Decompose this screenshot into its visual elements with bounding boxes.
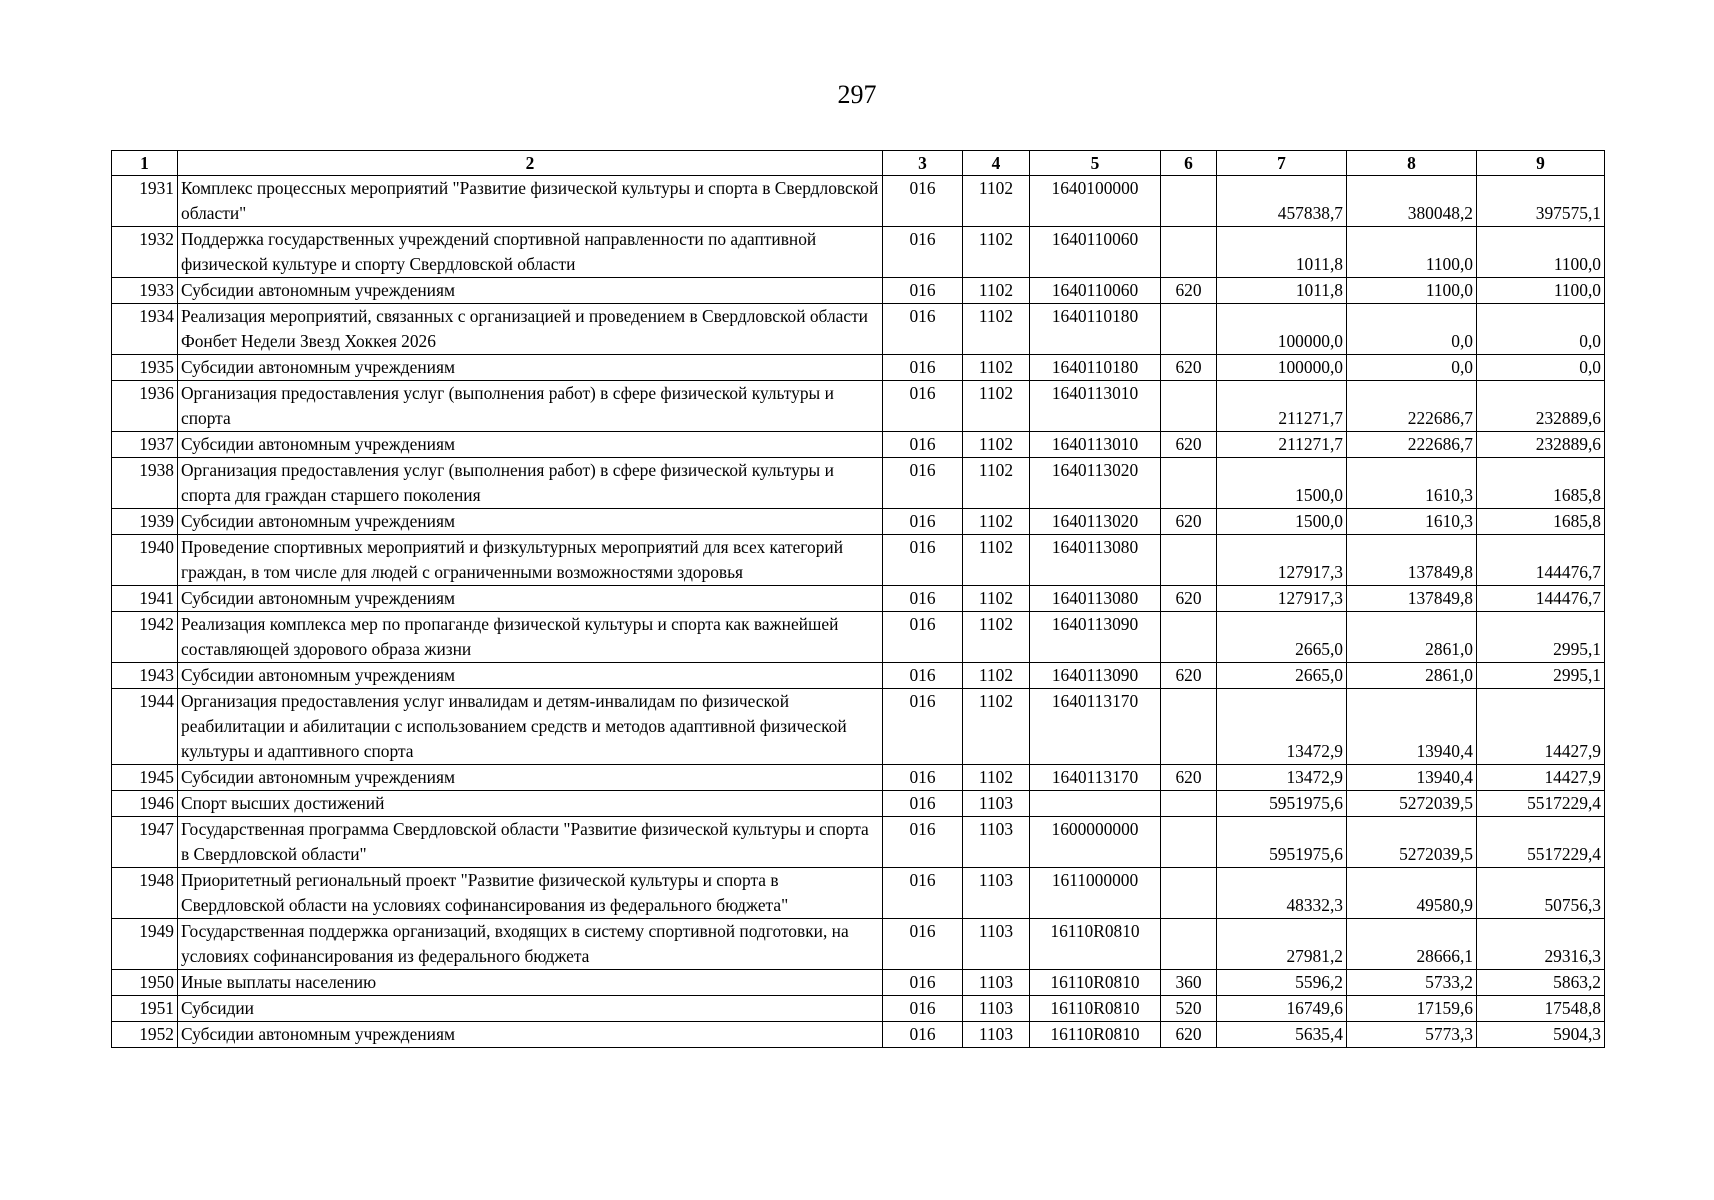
expense-type-cell [1161, 381, 1217, 432]
expense-type-cell [1161, 227, 1217, 278]
table-row [112, 817, 1605, 868]
row-number-cell: 1946 [112, 791, 178, 817]
ministry-code-cell: 016 [883, 458, 963, 509]
amount-cell: 0,0 [1477, 304, 1605, 355]
row-number-cell: 1937 [112, 432, 178, 458]
target-code-cell: 1640113020 [1030, 458, 1161, 509]
table-row [112, 612, 1605, 663]
ministry-code-cell: 016 [883, 663, 963, 689]
target-code-cell: 1640100000 [1030, 176, 1161, 227]
target-code-cell: 1640113080 [1030, 535, 1161, 586]
table-row [112, 996, 1605, 1022]
target-code-cell: 16110R0810 [1030, 919, 1161, 970]
expense-type-cell [1161, 458, 1217, 509]
table-row [112, 663, 1605, 689]
amount-cell: 5596,2 [1217, 970, 1347, 996]
amount-cell: 17548,8 [1477, 996, 1605, 1022]
section-code-cell: 1102 [963, 586, 1030, 612]
expense-type-cell [1161, 689, 1217, 765]
name-cell: Проведение спортивных мероприятий и физкультурных мероприятий для всех категорий граждан, в том числе для людей с ограниченными возможностями здоровья [178, 535, 883, 586]
amount-cell: 1011,8 [1217, 278, 1347, 304]
amount-cell: 13472,9 [1217, 765, 1347, 791]
section-code-cell: 1102 [963, 663, 1030, 689]
expense-type-cell: 620 [1161, 278, 1217, 304]
amount-cell: 0,0 [1347, 304, 1477, 355]
amount-cell: 100000,0 [1217, 355, 1347, 381]
name-cell: Спорт высших достижений [178, 791, 883, 817]
expense-type-cell: 620 [1161, 432, 1217, 458]
ministry-code-cell: 016 [883, 689, 963, 765]
ministry-code-cell: 016 [883, 586, 963, 612]
amount-cell: 1100,0 [1347, 278, 1477, 304]
row-number-cell: 1935 [112, 355, 178, 381]
header-cell: 6 [1161, 151, 1217, 176]
amount-cell: 5635,4 [1217, 1022, 1347, 1048]
row-number-cell: 1932 [112, 227, 178, 278]
table-row [112, 1022, 1605, 1048]
name-cell: Субсидии автономным учреждениям [178, 663, 883, 689]
name-cell: Субсидии автономным учреждениям [178, 432, 883, 458]
amount-cell: 1500,0 [1217, 458, 1347, 509]
section-code-cell: 1102 [963, 381, 1030, 432]
header-cell: 5 [1030, 151, 1161, 176]
name-cell: Государственная поддержка организаций, входящих в систему спортивной подготовки, на условиях софинансирования из федерального бюджета [178, 919, 883, 970]
name-cell: Поддержка государственных учреждений спортивной направленности по адаптивной физической культуре и спорту Свердловской области [178, 227, 883, 278]
amount-cell: 100000,0 [1217, 304, 1347, 355]
amount-cell: 28666,1 [1347, 919, 1477, 970]
expense-type-cell [1161, 612, 1217, 663]
table-row [112, 535, 1605, 586]
name-cell: Комплекс процессных мероприятий "Развитие физической культуры и спорта в Свердловской области" [178, 176, 883, 227]
target-code-cell: 1640113020 [1030, 509, 1161, 535]
section-code-cell: 1103 [963, 919, 1030, 970]
amount-cell: 5773,3 [1347, 1022, 1477, 1048]
section-code-cell: 1103 [963, 868, 1030, 919]
name-cell: Субсидии автономным учреждениям [178, 1022, 883, 1048]
expense-type-cell [1161, 176, 1217, 227]
section-code-cell: 1102 [963, 612, 1030, 663]
table-row [112, 355, 1605, 381]
table-row [112, 868, 1605, 919]
amount-cell: 1100,0 [1477, 278, 1605, 304]
table-row [112, 791, 1605, 817]
expense-type-cell: 360 [1161, 970, 1217, 996]
amount-cell: 232889,6 [1477, 381, 1605, 432]
name-cell: Организация предоставления услуг (выполнения работ) в сфере физической культуры и спорта [178, 381, 883, 432]
table-row [112, 176, 1605, 227]
amount-cell: 1685,8 [1477, 458, 1605, 509]
target-code-cell: 1640113170 [1030, 765, 1161, 791]
target-code-cell: 1640113090 [1030, 663, 1161, 689]
amount-cell: 2995,1 [1477, 612, 1605, 663]
ministry-code-cell: 016 [883, 304, 963, 355]
amount-cell: 211271,7 [1217, 432, 1347, 458]
header-cell: 8 [1347, 151, 1477, 176]
section-code-cell: 1102 [963, 227, 1030, 278]
amount-cell: 2861,0 [1347, 663, 1477, 689]
expense-type-cell [1161, 535, 1217, 586]
expense-type-cell [1161, 919, 1217, 970]
amount-cell: 1100,0 [1477, 227, 1605, 278]
amount-cell: 5517229,4 [1477, 817, 1605, 868]
row-number-cell: 1947 [112, 817, 178, 868]
row-number-cell: 1944 [112, 689, 178, 765]
table-row [112, 227, 1605, 278]
amount-cell: 2861,0 [1347, 612, 1477, 663]
amount-cell: 211271,7 [1217, 381, 1347, 432]
table-body [112, 176, 1605, 1048]
amount-cell: 1610,3 [1347, 458, 1477, 509]
section-code-cell: 1102 [963, 765, 1030, 791]
name-cell: Субсидии автономным учреждениям [178, 586, 883, 612]
table-row [112, 689, 1605, 765]
row-number-cell: 1948 [112, 868, 178, 919]
section-code-cell: 1103 [963, 791, 1030, 817]
ministry-code-cell: 016 [883, 227, 963, 278]
expense-type-cell: 620 [1161, 509, 1217, 535]
amount-cell: 137849,8 [1347, 586, 1477, 612]
amount-cell: 0,0 [1347, 355, 1477, 381]
name-cell: Реализация комплекса мер по пропаганде физической культуры и спорта как важнейшей составляющей здорового образа жизни [178, 612, 883, 663]
row-number-cell: 1941 [112, 586, 178, 612]
expense-type-cell [1161, 791, 1217, 817]
amount-cell: 144476,7 [1477, 586, 1605, 612]
expense-type-cell: 620 [1161, 355, 1217, 381]
expense-type-cell [1161, 304, 1217, 355]
target-code-cell: 1640110060 [1030, 227, 1161, 278]
header-cell: 9 [1477, 151, 1605, 176]
amount-cell: 5272039,5 [1347, 817, 1477, 868]
table-row [112, 458, 1605, 509]
row-number-cell: 1942 [112, 612, 178, 663]
ministry-code-cell: 016 [883, 919, 963, 970]
row-number-cell: 1945 [112, 765, 178, 791]
row-number-cell: 1931 [112, 176, 178, 227]
row-number-cell: 1936 [112, 381, 178, 432]
section-code-cell: 1102 [963, 509, 1030, 535]
header-cell: 2 [178, 151, 883, 176]
section-code-cell: 1103 [963, 1022, 1030, 1048]
table-row [112, 278, 1605, 304]
table-row [112, 765, 1605, 791]
target-code-cell: 1640110180 [1030, 304, 1161, 355]
expense-type-cell: 620 [1161, 765, 1217, 791]
amount-cell: 127917,3 [1217, 586, 1347, 612]
amount-cell: 1100,0 [1347, 227, 1477, 278]
amount-cell: 1685,8 [1477, 509, 1605, 535]
budget-table [111, 150, 1605, 1048]
row-number-cell: 1939 [112, 509, 178, 535]
ministry-code-cell: 016 [883, 1022, 963, 1048]
ministry-code-cell: 016 [883, 612, 963, 663]
amount-cell: 222686,7 [1347, 381, 1477, 432]
amount-cell: 5272039,5 [1347, 791, 1477, 817]
table-header-row [112, 151, 1605, 176]
row-number-cell: 1950 [112, 970, 178, 996]
name-cell: Приоритетный региональный проект "Развитие физической культуры и спорта в Свердловской области на условиях софинансирования из федерального бюджета" [178, 868, 883, 919]
amount-cell: 232889,6 [1477, 432, 1605, 458]
section-code-cell: 1102 [963, 355, 1030, 381]
amount-cell: 137849,8 [1347, 535, 1477, 586]
header-cell: 7 [1217, 151, 1347, 176]
section-code-cell: 1103 [963, 996, 1030, 1022]
amount-cell: 13472,9 [1217, 689, 1347, 765]
ministry-code-cell: 016 [883, 355, 963, 381]
amount-cell: 50756,3 [1477, 868, 1605, 919]
expense-type-cell: 520 [1161, 996, 1217, 1022]
table-row [112, 970, 1605, 996]
table-row [112, 432, 1605, 458]
row-number-cell: 1952 [112, 1022, 178, 1048]
ministry-code-cell: 016 [883, 535, 963, 586]
amount-cell: 17159,6 [1347, 996, 1477, 1022]
amount-cell: 1011,8 [1217, 227, 1347, 278]
amount-cell: 397575,1 [1477, 176, 1605, 227]
section-code-cell: 1102 [963, 458, 1030, 509]
amount-cell: 127917,3 [1217, 535, 1347, 586]
amount-cell: 29316,3 [1477, 919, 1605, 970]
row-number-cell: 1934 [112, 304, 178, 355]
amount-cell: 13940,4 [1347, 689, 1477, 765]
name-cell: Субсидии автономным учреждениям [178, 509, 883, 535]
amount-cell: 5904,3 [1477, 1022, 1605, 1048]
amount-cell: 2665,0 [1217, 612, 1347, 663]
row-number-cell: 1940 [112, 535, 178, 586]
section-code-cell: 1102 [963, 535, 1030, 586]
name-cell: Субсидии [178, 996, 883, 1022]
ministry-code-cell: 016 [883, 381, 963, 432]
amount-cell: 222686,7 [1347, 432, 1477, 458]
target-code-cell: 1640113010 [1030, 381, 1161, 432]
section-code-cell: 1102 [963, 304, 1030, 355]
row-number-cell: 1933 [112, 278, 178, 304]
amount-cell: 144476,7 [1477, 535, 1605, 586]
section-code-cell: 1102 [963, 689, 1030, 765]
row-number-cell: 1949 [112, 919, 178, 970]
target-code-cell: 1640113170 [1030, 689, 1161, 765]
section-code-cell: 1102 [963, 278, 1030, 304]
section-code-cell: 1103 [963, 970, 1030, 996]
target-code-cell: 1640113010 [1030, 432, 1161, 458]
amount-cell: 49580,9 [1347, 868, 1477, 919]
amount-cell: 14427,9 [1477, 765, 1605, 791]
target-code-cell: 1640113080 [1030, 586, 1161, 612]
ministry-code-cell: 016 [883, 509, 963, 535]
name-cell: Субсидии автономным учреждениям [178, 765, 883, 791]
row-number-cell: 1938 [112, 458, 178, 509]
name-cell: Реализация мероприятий, связанных с организацией и проведением в Свердловской области Фонбет Недели Звезд Хоккея 2026 [178, 304, 883, 355]
ministry-code-cell: 016 [883, 765, 963, 791]
ministry-code-cell: 016 [883, 970, 963, 996]
ministry-code-cell: 016 [883, 176, 963, 227]
expense-type-cell: 620 [1161, 586, 1217, 612]
target-code-cell [1030, 791, 1161, 817]
amount-cell: 27981,2 [1217, 919, 1347, 970]
table-row [112, 586, 1605, 612]
amount-cell: 1610,3 [1347, 509, 1477, 535]
ministry-code-cell: 016 [883, 791, 963, 817]
name-cell: Субсидии автономным учреждениям [178, 355, 883, 381]
amount-cell: 5951975,6 [1217, 791, 1347, 817]
expense-type-cell [1161, 817, 1217, 868]
target-code-cell: 1640110180 [1030, 355, 1161, 381]
section-code-cell: 1102 [963, 432, 1030, 458]
name-cell: Организация предоставления услуг (выполнения работ) в сфере физической культуры и спорта для граждан старшего поколения [178, 458, 883, 509]
amount-cell: 0,0 [1477, 355, 1605, 381]
table-row [112, 919, 1605, 970]
ministry-code-cell: 016 [883, 868, 963, 919]
amount-cell: 380048,2 [1347, 176, 1477, 227]
target-code-cell: 1640110060 [1030, 278, 1161, 304]
target-code-cell: 1611000000 [1030, 868, 1161, 919]
header-cell: 4 [963, 151, 1030, 176]
row-number-cell: 1951 [112, 996, 178, 1022]
page-number: 297 [837, 80, 877, 109]
expense-type-cell: 620 [1161, 1022, 1217, 1048]
table-row [112, 509, 1605, 535]
name-cell: Государственная программа Свердловской области "Развитие физической культуры и спорта в Свердловской области" [178, 817, 883, 868]
ministry-code-cell: 016 [883, 278, 963, 304]
name-cell: Субсидии автономным учреждениям [178, 278, 883, 304]
amount-cell: 48332,3 [1217, 868, 1347, 919]
target-code-cell: 16110R0810 [1030, 1022, 1161, 1048]
amount-cell: 457838,7 [1217, 176, 1347, 227]
amount-cell: 14427,9 [1477, 689, 1605, 765]
section-code-cell: 1103 [963, 817, 1030, 868]
name-cell: Иные выплаты населению [178, 970, 883, 996]
ministry-code-cell: 016 [883, 432, 963, 458]
target-code-cell: 16110R0810 [1030, 970, 1161, 996]
target-code-cell: 1600000000 [1030, 817, 1161, 868]
amount-cell: 2665,0 [1217, 663, 1347, 689]
amount-cell: 5863,2 [1477, 970, 1605, 996]
header-cell: 1 [112, 151, 178, 176]
ministry-code-cell: 016 [883, 996, 963, 1022]
amount-cell: 5517229,4 [1477, 791, 1605, 817]
header-cell: 3 [883, 151, 963, 176]
expense-type-cell: 620 [1161, 663, 1217, 689]
section-code-cell: 1102 [963, 176, 1030, 227]
ministry-code-cell: 016 [883, 817, 963, 868]
amount-cell: 5733,2 [1347, 970, 1477, 996]
name-cell: Организация предоставления услуг инвалидам и детям-инвалидам по физической реабилитации и абилитации с использованием средств и методов адаптивной физической культуры и адаптивного спорта [178, 689, 883, 765]
amount-cell: 1500,0 [1217, 509, 1347, 535]
table-row [112, 381, 1605, 432]
amount-cell: 16749,6 [1217, 996, 1347, 1022]
target-code-cell: 1640113090 [1030, 612, 1161, 663]
expense-type-cell [1161, 868, 1217, 919]
target-code-cell: 16110R0810 [1030, 996, 1161, 1022]
amount-cell: 5951975,6 [1217, 817, 1347, 868]
amount-cell: 13940,4 [1347, 765, 1477, 791]
table-row [112, 304, 1605, 355]
row-number-cell: 1943 [112, 663, 178, 689]
amount-cell: 2995,1 [1477, 663, 1605, 689]
